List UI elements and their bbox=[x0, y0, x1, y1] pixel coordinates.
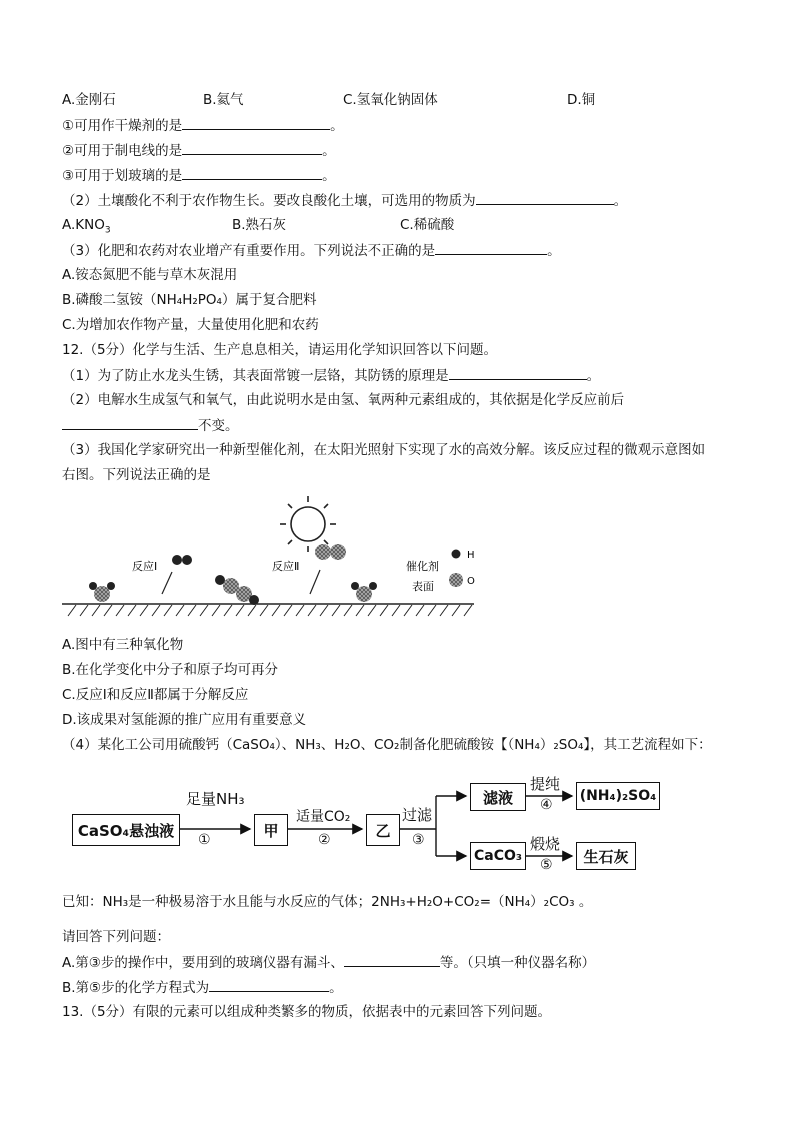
q11-blank-3[interactable] bbox=[182, 166, 322, 180]
flow-caco3-box: CaCO₃ bbox=[470, 842, 526, 870]
q12-part4-blank-b[interactable] bbox=[209, 978, 329, 992]
q11-part3-option-c: C.为增加农作物产量，大量使用化肥和农药 bbox=[62, 317, 319, 333]
q12-part3-option-c: C.反应Ⅰ和反应Ⅱ都属于分解反应 bbox=[62, 687, 249, 703]
q11-option-c: C.氢氧化钠固体 bbox=[343, 92, 438, 108]
q12-part2-blank[interactable] bbox=[62, 416, 198, 430]
q11-part3-text: （3）化肥和农药对农业增产有重要作用。下列说法不正确的是 bbox=[62, 243, 436, 259]
q11-part2-blank[interactable] bbox=[476, 191, 614, 205]
q12-part1-blank[interactable] bbox=[449, 366, 587, 380]
flow-step3-label: 过滤 bbox=[402, 806, 433, 824]
flow-step4-label: 提纯 bbox=[530, 775, 561, 793]
period: 。 bbox=[547, 243, 561, 259]
q12-part1-line bbox=[62, 366, 600, 385]
period: 。 bbox=[613, 193, 628, 209]
q11-option-d: D.铜 bbox=[567, 92, 596, 108]
q11-blank-1[interactable] bbox=[182, 116, 330, 130]
flow-jia-box: 甲 bbox=[254, 814, 288, 846]
q12-part2-end: 不变。 bbox=[198, 418, 239, 434]
q11-blank-3-text: ③可用于划玻璃的是 bbox=[62, 168, 183, 184]
q12-part4-question-b bbox=[62, 978, 343, 997]
flow-step5-number: ⑤ bbox=[540, 857, 553, 873]
q11-part2-option-b: B.熟石灰 bbox=[232, 217, 287, 233]
period: 。 bbox=[322, 168, 336, 184]
hydrogen-molecule-icon bbox=[172, 555, 192, 565]
reaction-1-label: 反应Ⅰ bbox=[132, 560, 158, 573]
period: 。 bbox=[329, 980, 343, 996]
q12-part4-question-a bbox=[62, 953, 595, 972]
q11-part3-blank[interactable] bbox=[435, 241, 547, 255]
arrow-up-icon bbox=[310, 570, 320, 594]
flow-product2-box: 生石灰 bbox=[576, 842, 636, 870]
surface-label: 表面 bbox=[412, 580, 434, 593]
flow-step1-label: 足量NH₃ bbox=[186, 790, 245, 808]
q12-part3-option-b: B.在化学变化中分子和原子均可再分 bbox=[62, 662, 279, 678]
q11-part2-line bbox=[62, 191, 627, 210]
q12-part4-blank-a[interactable] bbox=[344, 953, 440, 967]
q11-blank-2-text: ②可用于制电线的是 bbox=[62, 143, 183, 159]
water-molecule-icon bbox=[351, 582, 377, 602]
q11-blank-1-line bbox=[62, 116, 344, 135]
flow-filtrate-box: 滤液 bbox=[470, 783, 526, 811]
q12-part3-option-d: D.该成果对氢能源的推广应用有重要意义 bbox=[62, 712, 307, 728]
q11-blank-2[interactable] bbox=[182, 141, 322, 155]
q11-part3-option-b: B.磷酸二氢铵（NH₄H₂PO₄）属于复合肥料 bbox=[62, 292, 317, 308]
water-molecule-icon bbox=[89, 582, 115, 602]
reaction-2-label: 反应Ⅱ bbox=[272, 560, 300, 573]
q12-part4-question-a-end: 等。（只填一种仪器名称） bbox=[439, 955, 596, 971]
q12-part4-question-b-text: B.第⑤步的化学方程式为 bbox=[62, 980, 210, 996]
q12-ask: 请回答下列问题： bbox=[62, 929, 170, 945]
oxygen-molecule-icon bbox=[315, 544, 346, 560]
q12-part3-line-b: 右图。下列说法正确的是 bbox=[62, 467, 211, 483]
period: 。 bbox=[322, 143, 336, 159]
q11-option-b: B.氦气 bbox=[203, 92, 244, 108]
catalyst-label: 催化剂 bbox=[406, 560, 439, 573]
reaction-diagram bbox=[62, 490, 480, 618]
q11-part2-text: （2）土壤酸化不利于农作物生长。要改良酸化土壤，可选用的物质为 bbox=[62, 193, 476, 209]
legend-o-label: O bbox=[467, 576, 475, 587]
q11-part2-option-c: C.稀硫酸 bbox=[400, 217, 455, 233]
q11-blank-2-line bbox=[62, 141, 336, 160]
q12-part1-text: （1）为了防止水龙头生锈，其表面常镀一层铬，其防锈的原理是 bbox=[62, 368, 449, 384]
legend-h-label: H bbox=[467, 550, 475, 561]
flow-step1-number: ① bbox=[198, 832, 211, 848]
q11-option-a: A.金刚石 bbox=[62, 92, 116, 108]
q12-part4-text: （4）某化工公司用硫酸钙（CaSO₄）、NH₃、H₂O、CO₂制备化肥硫酸铵【（NH₄）₂SO₄】，其工艺流程如下： bbox=[62, 737, 712, 753]
arrow-up-icon bbox=[162, 572, 172, 594]
q11-part3-option-a: A.铵态氮肥不能与草木灰混用 bbox=[62, 267, 238, 283]
period: 。 bbox=[330, 118, 344, 134]
flow-step2-label: 适量CO₂ bbox=[296, 809, 351, 825]
q11-part2-option-a-text: A.KNO bbox=[62, 217, 105, 233]
q11-blank-1-text: ①可用作干燥剂的是 bbox=[62, 118, 183, 134]
q12-part4-question-a-text: A.第③步的操作中，要用到的玻璃仪器有漏斗、 bbox=[62, 955, 344, 971]
q12-part2-line-a: （2）电解水生成氢气和氧气，由此说明水是由氢、氧两种元素组成的，其依据是化学反应前后 bbox=[62, 392, 625, 408]
flow-product1-box: (NH₄)₂SO₄ bbox=[576, 782, 660, 810]
q13-stem: 13.（5分）有限的元素可以组成种类繁多的物质，依据表中的元素回答下列问题。 bbox=[62, 1004, 552, 1020]
flow-step5-label: 煅烧 bbox=[530, 835, 561, 853]
known-info: 已知：NH₃是一种极易溶于水且能与水反应的气体；2NH₃+H₂O+CO₂=（NH₄）₂CO₃ 。 bbox=[62, 894, 593, 910]
legend-h-icon bbox=[452, 550, 461, 559]
flow-step2-number: ② bbox=[318, 832, 331, 848]
flow-step4-number: ④ bbox=[540, 797, 553, 813]
q11-part3-line bbox=[62, 241, 561, 260]
q12-stem: 12.（5分）化学与生活、生产息息相关，请运用化学知识回答以下问题。 bbox=[62, 342, 498, 358]
flow-start-box: CaSO₄悬浊液 bbox=[72, 814, 180, 846]
q12-part3-line-a: （3）我国化学家研究出一种新型催化剂，在太阳光照射下实现了水的高效分解。该反应过程的微观示意图如 bbox=[62, 442, 706, 458]
legend-o-icon bbox=[449, 573, 463, 587]
flow-yi-box: 乙 bbox=[366, 814, 400, 846]
sun-icon bbox=[280, 496, 336, 552]
hydrogen-peroxide-molecule-icon bbox=[215, 575, 259, 605]
flow-step3-number: ③ bbox=[412, 832, 425, 848]
flow-arrows bbox=[0, 770, 794, 880]
q11-blank-3-line bbox=[62, 166, 336, 185]
q12-part3-option-a: A.图中有三种氧化物 bbox=[62, 637, 184, 653]
q11-part2-option-a: $A.KNO_3$ bbox=[62, 217, 111, 236]
q12-part2-line-b bbox=[62, 416, 239, 435]
period: 。 bbox=[586, 368, 601, 384]
surface-hatching bbox=[68, 605, 472, 616]
